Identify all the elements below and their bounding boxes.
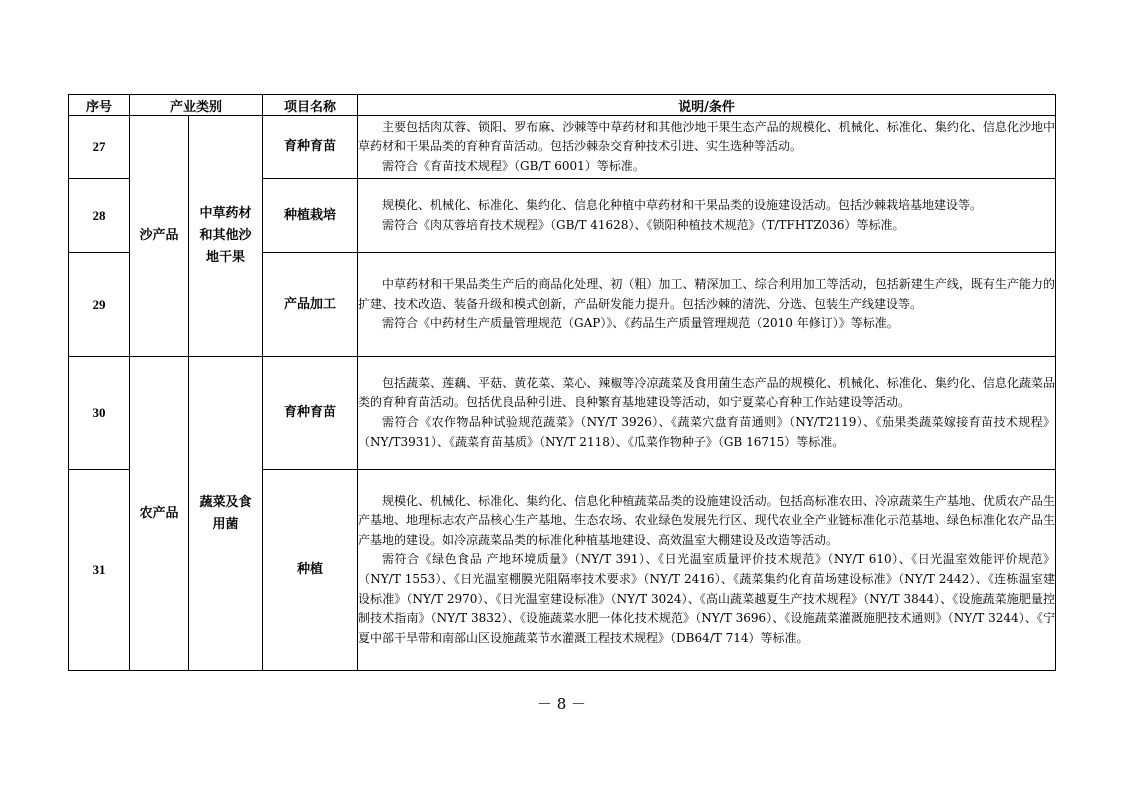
subcategory-cell [189, 116, 263, 357]
page-number: － 8 － [536, 695, 587, 713]
table-row [69, 357, 1056, 470]
description-cell [358, 357, 1056, 470]
category-cell: 沙产品 [130, 116, 189, 357]
description-cell [358, 253, 1056, 357]
subcategory-line: 用菌 [212, 516, 239, 532]
row-seq: 29 [69, 253, 130, 357]
description-paragraph: 需符合《肉苁蓉培育技术规程》（GB/T 41628）、《锁阳种植技术规范》（T/TFHTZ036）等标准。 [382, 217, 905, 232]
row-seq: 28 [69, 179, 130, 253]
row-seq: 27 [69, 116, 130, 179]
project-name: 产品加工 [263, 253, 358, 357]
project-name: 育种育苗 [263, 116, 358, 179]
description-paragraph: 规模化、机械化、标准化、集约化、信息化种植蔬菜品类的设施建设活动。包括高标准农田、冷凉蔬菜生产基地、优质农产品生产基地、地理标志农产品核心生产基地、生态农场、农业绿色发展先行区、现代农业全产业链标准化示范基地、绿色标准化农产品生产基地的建设。如冷凉蔬菜品类的标准化种植基地建设、高效温室大棚建设及改造等活动。 [358, 493, 1056, 547]
project-name: 种植 [263, 470, 358, 671]
table-row [69, 116, 1056, 179]
subcategory-line: 中草药材 [199, 206, 252, 221]
description-cell [358, 116, 1056, 179]
subcategory-cell [189, 357, 263, 671]
description-paragraph: 规模化、机械化、标准化、集约化、信息化种植中草药材和干果品类的设施建设活动。包括沙棘栽培基地建设等。 [382, 197, 983, 212]
header-seq: 序号 [69, 95, 130, 116]
subcategory-line: 蔬菜及食 [199, 494, 252, 510]
description-paragraph: 中草药材和干果品类生产后的商品化处理、初（粗）加工、精深加工、综合利用加工等活动，包括新建生产线，既有生产能力的扩建、技术改造、装备升级和模式创新，产品研发能力提升。包括沙棘的清洗、分选、包装生产线建设等。 [358, 277, 1056, 311]
description-cell [358, 470, 1056, 671]
table-header-row [69, 95, 1056, 116]
project-name: 育种育苗 [263, 357, 358, 470]
header-category: 产业类别 [130, 95, 263, 116]
subcategory-line: 和其他沙 [199, 228, 252, 243]
header-desc: 说明/条件 [358, 95, 1056, 116]
row-seq: 30 [69, 357, 130, 470]
description-cell [358, 179, 1056, 253]
description-paragraph: 主要包括肉苁蓉、锁阳、罗布麻、沙棘等中草药材和其他沙地干果生态产品的规模化、机械化、标准化、集约化、信息化沙地中草药材和干果品类的育种育苗活动。包括沙棘杂交育种技术引进、实生选种等活动。 [358, 119, 1056, 154]
category-cell: 农产品 [130, 357, 189, 671]
industry-catalog-table [68, 94, 1056, 671]
description-paragraph: 包括蔬菜、莲藕、平菇、黄花菜、菜心、辣椒等冷凉蔬菜及食用菌生态产品的规模化、机械化、标准化、集约化、信息化蔬菜品类的育种育苗活动。包括优良品种引进、良种繁育基地建设等活动，如宁夏菜心育种工作站建设等活动。 [358, 375, 1056, 410]
description-paragraph: 需符合《育苗技术规程》（GB/T 6001）等标准。 [382, 158, 645, 173]
description-paragraph: 需符合《中药材生产质量管理规范（GAP）》、《药品生产质量管理规范（2010 年修订）》等标准。 [382, 316, 899, 331]
description-paragraph: 需符合《绿色食品 产地环境质量》（NY/T 391）、《日光温室质量评价技术规范》（NY/T 610）、《日光温室效能评价规范》（NY/T 1553）、《日光温室棚膜光阻隔率技术要求》（NY/T 2416）、《蔬菜集约化育苗场建设标准》（NY/T 2442）、《连栋温室建设标准》（NY/T 2970）、《日光温室建设标准》（NY/T 3024）、《高山蔬菜越夏生产技术规程》（NY/T 3844）、《设施蔬菜施肥量控制技术指南》（NY/T 3832）、《设施蔬菜水肥一体化技术规范》（NY/T 3696）、《设施蔬菜灌溉施肥技术通则》（NY/T 3244）、《宁夏中部干旱带和南部山区设施蔬菜节水灌溉工程技术规程》（DB64/T 714）等标准。 [358, 552, 1056, 645]
description-paragraph: 需符合《农作物品种试验规范蔬菜》（NY/T 3926）、《蔬菜穴盘育苗通则》（NY/T2119）、《茄果类蔬菜嫁接育苗技术规程》（NY/T3931）、《蔬菜育苗基质》（NY/T 2118）、《瓜菜作物种子》（GB 16715）等标准。 [358, 415, 1056, 449]
header-project: 项目名称 [263, 95, 358, 116]
project-name: 种植栽培 [263, 179, 358, 253]
row-seq: 31 [69, 470, 130, 671]
subcategory-line: 地干果 [206, 250, 246, 265]
